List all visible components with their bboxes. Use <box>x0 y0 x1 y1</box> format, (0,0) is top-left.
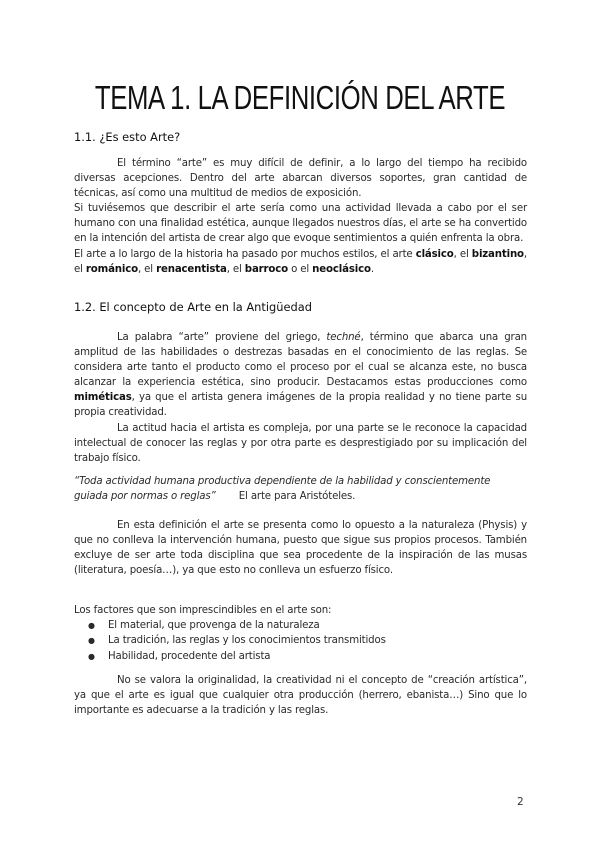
page-title: TEMA 1. LA DEFINICIÓN DEL ARTE <box>94 79 506 116</box>
list-item: ● Habilidad, procedente del artista <box>74 649 527 664</box>
section2-paragraph-4-wrap <box>74 673 527 718</box>
section2-paragraph-4: No se valora la originalidad, la creatividad ni el concepto de “creación artística”, ya que el arte es igual que cualquier otra producción (herrero, ebanista…) Sino que lo importante es adecuarse a la tradición y las reglas. <box>74 675 527 717</box>
section2-paragraph-2: La actitud hacia el artista es compleja, por una parte se le reconoce la capacidad intelectual de conocer las reglas y por otra parte es desprestigiado por su implicación del trabajo físico. <box>74 422 527 464</box>
list-item: ● La tradición, las reglas y los conocimientos transmitidos <box>74 633 527 648</box>
style-renacentista: renacentista <box>156 263 227 275</box>
list-intro-wrap <box>74 603 527 618</box>
term-mimeticas: miméticas <box>74 392 132 404</box>
section1-body <box>74 156 527 277</box>
page-number: 2 <box>517 796 524 808</box>
section2-paragraph-3-wrap <box>74 518 527 578</box>
section2-paragraph-3: En esta definición el arte se presenta como lo opuesto a la naturaleza (Physis) y que no conlleva la intervención humana, puesto que sigue sus propios procesos. También excluye de ser arte toda disciplina que sea procedente de la inspiración de las musas (literatura, poesía…), ya que esto no conlleva un esfuerzo físico. <box>74 520 527 577</box>
section2-body <box>74 330 527 466</box>
section1-paragraph-2: Si tuviésemos que describir el arte sería como una actividad llevada a cabo por el ser humano con una finalidad estética, aunque llegados nuestros días, el arte se ha convertido en la intención del artista de crear algo que evoque sentimientos a quién enfrenta la obra. <box>74 203 527 245</box>
quote-source: El arte para Aristóteles. <box>238 491 356 503</box>
list-intro: Los factores que son imprescindibles en el arte son: <box>74 605 332 616</box>
factors-list <box>74 618 527 664</box>
section1-paragraph-1: El término “arte” es muy difícil de definir, a lo largo del tiempo ha recibido diversas acepciones. Dentro del arte abarcan diversos soportes, gran cantidad de técnicas, así como una multitud de medios de exposición. <box>74 158 527 200</box>
aristotle-quote <box>74 474 527 504</box>
style-neoclasico: neoclásico <box>312 263 371 275</box>
section1-paragraph-3: El arte a lo largo de la historia ha pasado por muchos estilos, el arte clásico, el bizantino, el románico, el renacentista, el barroco o el neoclásico. <box>74 248 527 275</box>
style-romanico: románico <box>85 263 138 275</box>
style-clasico: clásico <box>415 248 454 260</box>
quote-text: “Toda actividad humana productiva dependiente de la habilidad y conscientemente guiada por normas o reglas” <box>74 476 491 503</box>
list-item: ● El material, que provenga de la naturaleza <box>74 618 527 633</box>
section-heading-1: 1.1. ¿Es esto Arte? <box>74 130 181 144</box>
section2-paragraph-1: La palabra “arte” proviene del griego, techné, término que abarca una gran amplitud de las habilidades o destrezas basadas en el conocimiento de las reglas. Se considera arte tanto el producto como el proceso por el cual se alcanza este, no busca alcanzar la experiencia estética, sino producir. Destacamos estas producciones como miméticas, ya que el artista genera imágenes de la propia realidad y no tiene parte su propia creatividad. <box>74 332 527 419</box>
section-heading-2: 1.2. El concepto de Arte en la Antigüedad <box>74 300 312 314</box>
style-bizantino: bizantino <box>471 248 524 260</box>
style-barroco: barroco <box>244 263 288 275</box>
term-techne: techné <box>326 332 361 343</box>
